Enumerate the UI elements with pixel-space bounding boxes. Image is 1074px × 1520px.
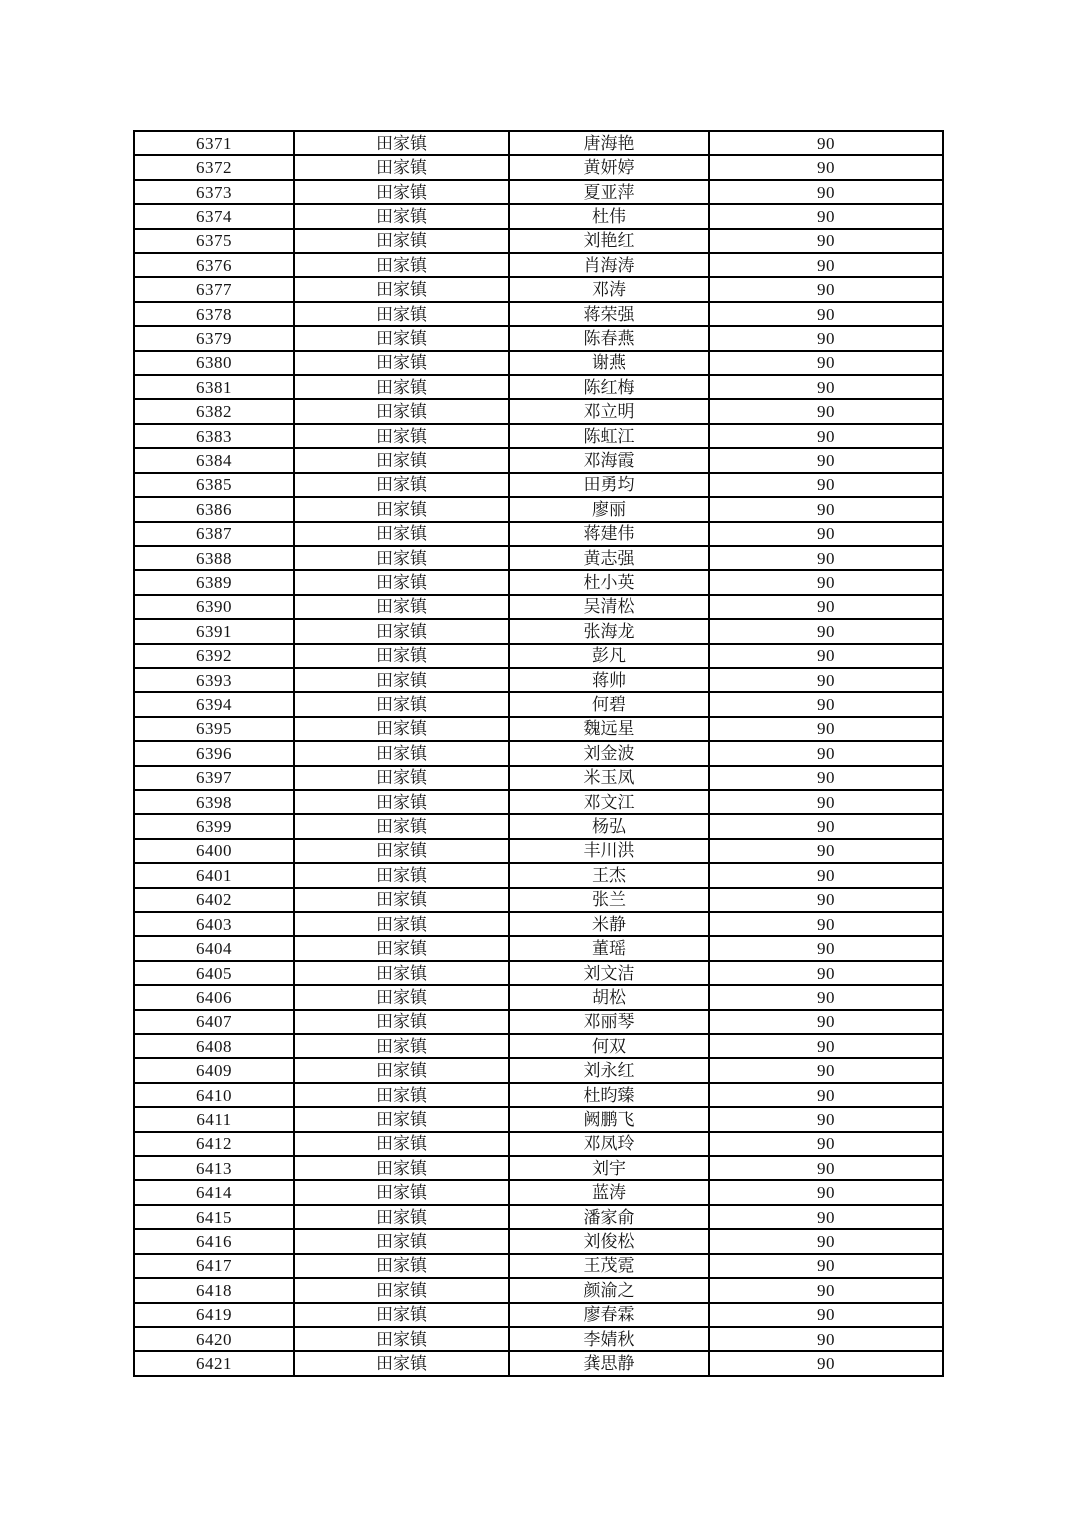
table-row	[134, 522, 943, 546]
cell-town: 田家镇	[294, 985, 509, 1009]
table-row	[134, 1205, 943, 1229]
cell-name: 邓海霞	[509, 448, 709, 472]
table-row	[134, 253, 943, 277]
cell-name: 蒋帅	[509, 668, 709, 692]
cell-score: 90	[709, 497, 943, 521]
cell-score: 90	[709, 229, 943, 253]
table-row	[134, 766, 943, 790]
cell-id: 6405	[134, 961, 294, 985]
cell-score: 90	[709, 326, 943, 350]
table-row	[134, 961, 943, 985]
cell-score: 90	[709, 1254, 943, 1278]
cell-town: 田家镇	[294, 1107, 509, 1131]
table-row	[134, 717, 943, 741]
table-row	[134, 155, 943, 179]
cell-town: 田家镇	[294, 1303, 509, 1327]
table-row	[134, 1351, 943, 1376]
cell-town: 田家镇	[294, 155, 509, 179]
table-row	[134, 985, 943, 1009]
table-row	[134, 131, 943, 155]
table-row	[134, 1132, 943, 1156]
cell-id: 6402	[134, 888, 294, 912]
cell-id: 6390	[134, 595, 294, 619]
cell-score: 90	[709, 1278, 943, 1302]
table-row	[134, 1303, 943, 1327]
table-row	[134, 888, 943, 912]
cell-name: 张海龙	[509, 619, 709, 643]
cell-score: 90	[709, 473, 943, 497]
cell-id: 6383	[134, 424, 294, 448]
cell-score: 90	[709, 1058, 943, 1082]
cell-id: 6396	[134, 741, 294, 765]
table-row	[134, 595, 943, 619]
cell-id: 6372	[134, 155, 294, 179]
cell-name: 陈虹江	[509, 424, 709, 448]
cell-town: 田家镇	[294, 277, 509, 301]
cell-id: 6414	[134, 1180, 294, 1204]
cell-name: 杜小英	[509, 570, 709, 594]
table-row	[134, 936, 943, 960]
cell-id: 6374	[134, 204, 294, 228]
cell-name: 李婧秋	[509, 1327, 709, 1351]
cell-name: 邓丽琴	[509, 1010, 709, 1034]
cell-id: 6382	[134, 399, 294, 423]
cell-name: 邓涛	[509, 277, 709, 301]
table-row	[134, 1254, 943, 1278]
cell-town: 田家镇	[294, 1156, 509, 1180]
cell-name: 何双	[509, 1034, 709, 1058]
cell-name: 刘永红	[509, 1058, 709, 1082]
cell-town: 田家镇	[294, 570, 509, 594]
cell-town: 田家镇	[294, 399, 509, 423]
cell-town: 田家镇	[294, 644, 509, 668]
table-row	[134, 375, 943, 399]
cell-id: 6385	[134, 473, 294, 497]
cell-name: 邓立明	[509, 399, 709, 423]
table-row	[134, 229, 943, 253]
table-row	[134, 790, 943, 814]
table-row	[134, 570, 943, 594]
cell-name: 杜昀臻	[509, 1083, 709, 1107]
cell-id: 6386	[134, 497, 294, 521]
cell-town: 田家镇	[294, 1229, 509, 1253]
cell-town: 田家镇	[294, 522, 509, 546]
cell-name: 王杰	[509, 863, 709, 887]
cell-name: 蒋荣强	[509, 302, 709, 326]
cell-town: 田家镇	[294, 473, 509, 497]
cell-town: 田家镇	[294, 1058, 509, 1082]
cell-name: 田勇均	[509, 473, 709, 497]
cell-score: 90	[709, 1083, 943, 1107]
cell-score: 90	[709, 1205, 943, 1229]
cell-id: 6398	[134, 790, 294, 814]
cell-id: 6371	[134, 131, 294, 155]
cell-id: 6408	[134, 1034, 294, 1058]
cell-id: 6392	[134, 644, 294, 668]
cell-id: 6399	[134, 814, 294, 838]
cell-town: 田家镇	[294, 888, 509, 912]
cell-name: 刘俊松	[509, 1229, 709, 1253]
cell-score: 90	[709, 1229, 943, 1253]
cell-id: 6407	[134, 1010, 294, 1034]
cell-score: 90	[709, 253, 943, 277]
cell-name: 黄志强	[509, 546, 709, 570]
cell-score: 90	[709, 936, 943, 960]
cell-town: 田家镇	[294, 302, 509, 326]
cell-id: 6393	[134, 668, 294, 692]
cell-name: 肖海涛	[509, 253, 709, 277]
table-row	[134, 644, 943, 668]
cell-town: 田家镇	[294, 424, 509, 448]
cell-name: 魏远星	[509, 717, 709, 741]
cell-town: 田家镇	[294, 1205, 509, 1229]
cell-score: 90	[709, 766, 943, 790]
table-row	[134, 351, 943, 375]
cell-name: 夏亚萍	[509, 180, 709, 204]
score-table-container	[133, 130, 942, 1377]
cell-id: 6389	[134, 570, 294, 594]
cell-score: 90	[709, 448, 943, 472]
cell-town: 田家镇	[294, 1327, 509, 1351]
table-row	[134, 1278, 943, 1302]
cell-town: 田家镇	[294, 595, 509, 619]
table-row	[134, 1010, 943, 1034]
cell-score: 90	[709, 180, 943, 204]
cell-id: 6418	[134, 1278, 294, 1302]
cell-id: 6391	[134, 619, 294, 643]
cell-name: 吴清松	[509, 595, 709, 619]
table-row	[134, 912, 943, 936]
table-row	[134, 497, 943, 521]
cell-score: 90	[709, 1327, 943, 1351]
cell-score: 90	[709, 522, 943, 546]
cell-id: 6420	[134, 1327, 294, 1351]
cell-score: 90	[709, 741, 943, 765]
cell-score: 90	[709, 131, 943, 155]
cell-id: 6397	[134, 766, 294, 790]
cell-town: 田家镇	[294, 253, 509, 277]
cell-name: 刘艳红	[509, 229, 709, 253]
cell-score: 90	[709, 961, 943, 985]
cell-town: 田家镇	[294, 717, 509, 741]
cell-town: 田家镇	[294, 1351, 509, 1376]
cell-town: 田家镇	[294, 766, 509, 790]
table-row	[134, 1156, 943, 1180]
table-row	[134, 326, 943, 350]
cell-score: 90	[709, 570, 943, 594]
cell-name: 丰川洪	[509, 839, 709, 863]
cell-town: 田家镇	[294, 1034, 509, 1058]
cell-town: 田家镇	[294, 619, 509, 643]
cell-town: 田家镇	[294, 229, 509, 253]
cell-score: 90	[709, 1034, 943, 1058]
table-row	[134, 424, 943, 448]
cell-town: 田家镇	[294, 741, 509, 765]
cell-id: 6419	[134, 1303, 294, 1327]
cell-score: 90	[709, 1351, 943, 1376]
table-row	[134, 1229, 943, 1253]
cell-name: 张兰	[509, 888, 709, 912]
cell-id: 6376	[134, 253, 294, 277]
cell-score: 90	[709, 717, 943, 741]
cell-town: 田家镇	[294, 839, 509, 863]
table-row	[134, 180, 943, 204]
cell-name: 杜伟	[509, 204, 709, 228]
cell-town: 田家镇	[294, 351, 509, 375]
cell-name: 杨弘	[509, 814, 709, 838]
cell-town: 田家镇	[294, 936, 509, 960]
cell-name: 龚思静	[509, 1351, 709, 1376]
table-row	[134, 448, 943, 472]
cell-id: 6413	[134, 1156, 294, 1180]
cell-score: 90	[709, 985, 943, 1009]
table-row	[134, 302, 943, 326]
cell-town: 田家镇	[294, 668, 509, 692]
cell-score: 90	[709, 595, 943, 619]
cell-name: 米静	[509, 912, 709, 936]
table-row	[134, 814, 943, 838]
cell-town: 田家镇	[294, 1278, 509, 1302]
cell-name: 邓文江	[509, 790, 709, 814]
cell-name: 廖丽	[509, 497, 709, 521]
cell-id: 6417	[134, 1254, 294, 1278]
cell-id: 6384	[134, 448, 294, 472]
cell-name: 董瑶	[509, 936, 709, 960]
cell-score: 90	[709, 863, 943, 887]
table-row	[134, 473, 943, 497]
cell-score: 90	[709, 790, 943, 814]
cell-score: 90	[709, 912, 943, 936]
cell-name: 刘文洁	[509, 961, 709, 985]
cell-score: 90	[709, 839, 943, 863]
cell-score: 90	[709, 1010, 943, 1034]
cell-score: 90	[709, 399, 943, 423]
cell-score: 90	[709, 351, 943, 375]
table-row	[134, 204, 943, 228]
table-row	[134, 1327, 943, 1351]
cell-name: 潘家俞	[509, 1205, 709, 1229]
cell-score: 90	[709, 155, 943, 179]
cell-id: 6411	[134, 1107, 294, 1131]
cell-id: 6387	[134, 522, 294, 546]
cell-town: 田家镇	[294, 863, 509, 887]
cell-name: 刘宇	[509, 1156, 709, 1180]
cell-score: 90	[709, 644, 943, 668]
cell-town: 田家镇	[294, 814, 509, 838]
cell-name: 陈红梅	[509, 375, 709, 399]
cell-id: 6380	[134, 351, 294, 375]
cell-town: 田家镇	[294, 204, 509, 228]
cell-name: 廖春霖	[509, 1303, 709, 1327]
score-table-body	[134, 131, 943, 1376]
cell-name: 刘金波	[509, 741, 709, 765]
cell-town: 田家镇	[294, 1180, 509, 1204]
table-row	[134, 1083, 943, 1107]
table-row	[134, 546, 943, 570]
cell-name: 蓝涛	[509, 1180, 709, 1204]
cell-score: 90	[709, 1303, 943, 1327]
cell-name: 蒋建伟	[509, 522, 709, 546]
cell-town: 田家镇	[294, 326, 509, 350]
cell-id: 6395	[134, 717, 294, 741]
cell-id: 6421	[134, 1351, 294, 1376]
cell-id: 6415	[134, 1205, 294, 1229]
cell-id: 6412	[134, 1132, 294, 1156]
cell-town: 田家镇	[294, 961, 509, 985]
cell-town: 田家镇	[294, 692, 509, 716]
cell-id: 6373	[134, 180, 294, 204]
cell-town: 田家镇	[294, 546, 509, 570]
table-row	[134, 668, 943, 692]
cell-town: 田家镇	[294, 375, 509, 399]
cell-name: 黄妍婷	[509, 155, 709, 179]
cell-id: 6410	[134, 1083, 294, 1107]
cell-name: 彭凡	[509, 644, 709, 668]
cell-score: 90	[709, 668, 943, 692]
cell-town: 田家镇	[294, 1010, 509, 1034]
cell-town: 田家镇	[294, 1132, 509, 1156]
table-row	[134, 1058, 943, 1082]
cell-town: 田家镇	[294, 790, 509, 814]
cell-town: 田家镇	[294, 131, 509, 155]
cell-id: 6416	[134, 1229, 294, 1253]
cell-name: 王茂霓	[509, 1254, 709, 1278]
cell-score: 90	[709, 1132, 943, 1156]
cell-score: 90	[709, 375, 943, 399]
table-row	[134, 863, 943, 887]
cell-score: 90	[709, 277, 943, 301]
cell-town: 田家镇	[294, 1083, 509, 1107]
cell-score: 90	[709, 302, 943, 326]
cell-id: 6401	[134, 863, 294, 887]
table-row	[134, 619, 943, 643]
cell-score: 90	[709, 204, 943, 228]
cell-id: 6404	[134, 936, 294, 960]
table-row	[134, 741, 943, 765]
cell-score: 90	[709, 692, 943, 716]
cell-id: 6388	[134, 546, 294, 570]
cell-id: 6375	[134, 229, 294, 253]
table-row	[134, 277, 943, 301]
table-row	[134, 839, 943, 863]
cell-id: 6378	[134, 302, 294, 326]
cell-name: 邓凤玲	[509, 1132, 709, 1156]
cell-name: 陈春燕	[509, 326, 709, 350]
cell-name: 唐海艳	[509, 131, 709, 155]
cell-score: 90	[709, 1107, 943, 1131]
cell-id: 6409	[134, 1058, 294, 1082]
cell-score: 90	[709, 546, 943, 570]
table-row	[134, 399, 943, 423]
cell-score: 90	[709, 1180, 943, 1204]
table-row	[134, 1180, 943, 1204]
cell-town: 田家镇	[294, 1254, 509, 1278]
table-row	[134, 1034, 943, 1058]
cell-town: 田家镇	[294, 180, 509, 204]
cell-score: 90	[709, 424, 943, 448]
cell-name: 谢燕	[509, 351, 709, 375]
table-row	[134, 1107, 943, 1131]
score-table	[133, 130, 944, 1377]
cell-id: 6394	[134, 692, 294, 716]
cell-town: 田家镇	[294, 497, 509, 521]
cell-name: 颜渝之	[509, 1278, 709, 1302]
cell-name: 阙鹏飞	[509, 1107, 709, 1131]
cell-id: 6379	[134, 326, 294, 350]
cell-id: 6400	[134, 839, 294, 863]
cell-id: 6403	[134, 912, 294, 936]
cell-town: 田家镇	[294, 448, 509, 472]
cell-id: 6381	[134, 375, 294, 399]
cell-name: 何碧	[509, 692, 709, 716]
cell-id: 6377	[134, 277, 294, 301]
cell-name: 胡松	[509, 985, 709, 1009]
cell-score: 90	[709, 1156, 943, 1180]
cell-score: 90	[709, 619, 943, 643]
cell-town: 田家镇	[294, 912, 509, 936]
cell-id: 6406	[134, 985, 294, 1009]
cell-score: 90	[709, 888, 943, 912]
table-row	[134, 692, 943, 716]
cell-name: 米玉凤	[509, 766, 709, 790]
cell-score: 90	[709, 814, 943, 838]
